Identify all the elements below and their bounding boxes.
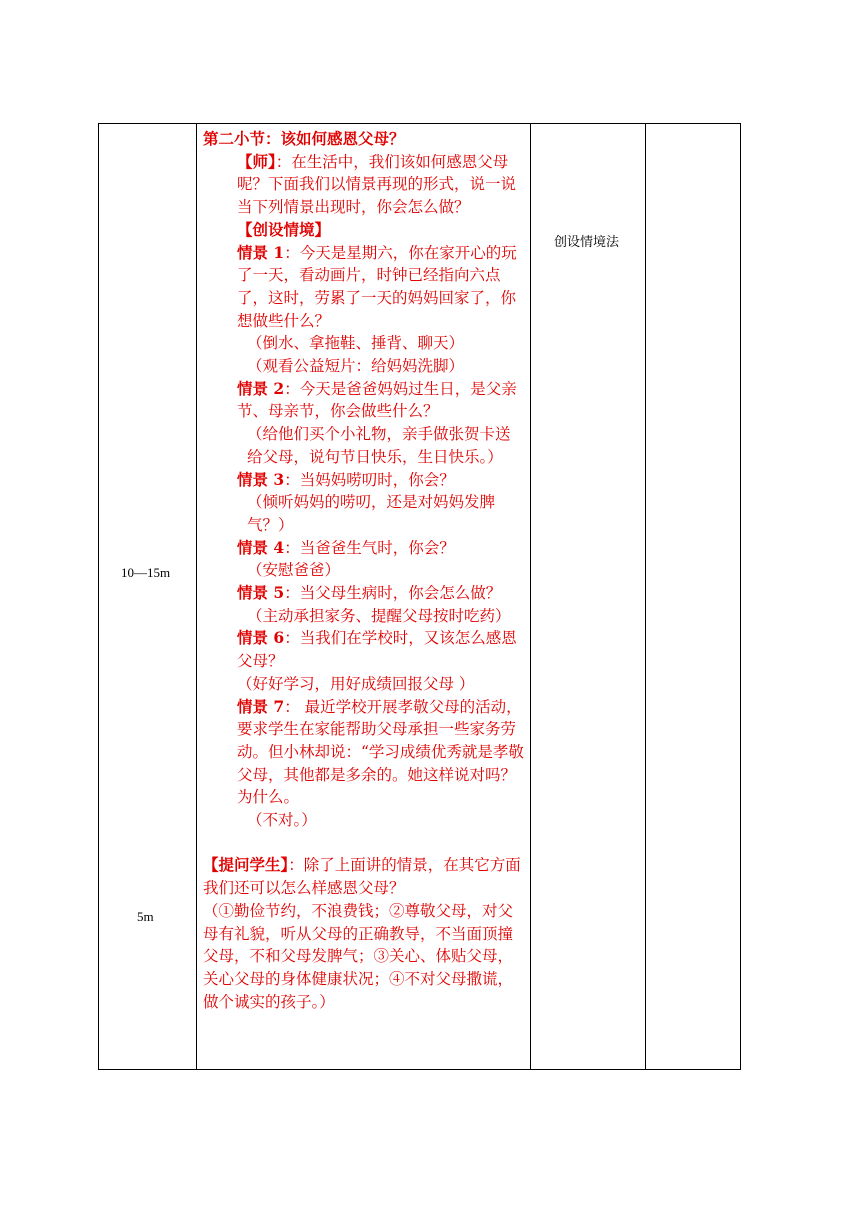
situation-7-label: 情景 7 bbox=[237, 696, 285, 716]
situation-1-text: ：今天是星期六，你在家开心的玩了一天，看动画片，时钟已经指向六点了，这时，劳累了一天的妈妈回家了，你想做些什么？ bbox=[237, 243, 517, 330]
situation-6-label: 情景 6 bbox=[237, 628, 285, 648]
situation-4 bbox=[203, 537, 525, 560]
teacher-label: 【师】 bbox=[237, 151, 276, 171]
lesson-table bbox=[98, 123, 741, 1070]
situation-4-text: ：当爸爸生气时，你会？ bbox=[284, 538, 455, 557]
situation-5-label: 情景 5 bbox=[237, 583, 285, 603]
situation-4-answer: （安慰爸爸） bbox=[247, 561, 341, 580]
situation-3-text: ：当妈妈唠叨时，你会？ bbox=[284, 470, 455, 489]
time-cell-2: 5m bbox=[137, 909, 154, 924]
situation-6 bbox=[203, 627, 525, 672]
situation-5 bbox=[203, 582, 525, 605]
situation-4-label: 情景 4 bbox=[237, 537, 285, 557]
situation-6-answer: （好好学习，用好成绩回报父母 ） bbox=[237, 674, 475, 693]
situation-7 bbox=[203, 696, 525, 810]
column-divider bbox=[196, 124, 197, 1069]
situation-3-answer: （倾听妈妈的唠叨，还是对妈妈发脾气？） bbox=[247, 493, 496, 534]
method-cell: 创设情境法 bbox=[554, 235, 620, 250]
teacher-text: ：在生活中，我们该如何感恩父母呢？下面我们以情景再现的形式，说一说当下列情景出现时，你会怎么做？ bbox=[237, 152, 517, 217]
situation-1-label: 情景 1 bbox=[237, 242, 285, 262]
column-divider bbox=[645, 124, 646, 1069]
situation-7-answer: （不对。） bbox=[247, 811, 317, 830]
situation-6-text: ：当我们在学校时，又该怎么感恩父母？ bbox=[237, 629, 517, 671]
teacher-paragraph bbox=[203, 151, 525, 219]
situation-2-answer: （给他们买个小礼物，亲手做张贺卡送给父母，说句节日快乐，生日快乐。） bbox=[247, 425, 511, 466]
column-divider bbox=[530, 124, 531, 1069]
situation-1-answer-1: （倒水、拿拖鞋、捶背、聊天） bbox=[247, 334, 465, 353]
situation-2-label: 情景 2 bbox=[237, 378, 285, 398]
situation-5-text: ：当父母生病时，你会怎么做？ bbox=[284, 584, 502, 603]
time-cell-1: 10—15m bbox=[121, 565, 171, 580]
ask-answer: （①勤俭节约，不浪费钱；②尊敬父母，对父母有礼貌，听从父母的正确教导，不当面顶撞父母，不和父母发脾气；③关心、体贴父母，关心父母的身体健康状况；④不对父母撒谎，做个诚实的孩子。） bbox=[203, 901, 514, 1011]
spacer bbox=[203, 832, 525, 855]
lesson-content bbox=[203, 128, 525, 1013]
situation-5-answer: （主动承担家务、提醒父母按时吃药） bbox=[247, 606, 511, 625]
ask-text: ：除了上面讲的情景，在其它方面我们还可以怎么样感恩父母？ bbox=[203, 856, 521, 898]
create-situation-label: 【创设情境】 bbox=[237, 219, 331, 239]
situation-3 bbox=[203, 469, 525, 492]
situation-7-text: ： 最近学校开展孝敬父母的活动，要求学生在家能帮助父母承担一些家务劳动。但小林却说：“学习成绩优秀就是孝敬父母，其他都是多余的。她这样说对吗？为什么。 bbox=[237, 697, 524, 807]
ask-students bbox=[203, 854, 525, 899]
section-title: 第二小节：该如何感恩父母？ bbox=[203, 129, 405, 148]
situation-2-text: ：今天是爸爸妈妈过生日，是父亲节、母亲节，你会做些什么？ bbox=[237, 379, 517, 421]
ask-label: 【提问学生】 bbox=[203, 855, 289, 875]
situation-1 bbox=[203, 242, 525, 333]
situation-3-label: 情景 3 bbox=[237, 469, 285, 489]
situation-2 bbox=[203, 378, 525, 423]
situation-1-answer-2: （观看公益短片：给妈妈洗脚） bbox=[247, 357, 465, 376]
